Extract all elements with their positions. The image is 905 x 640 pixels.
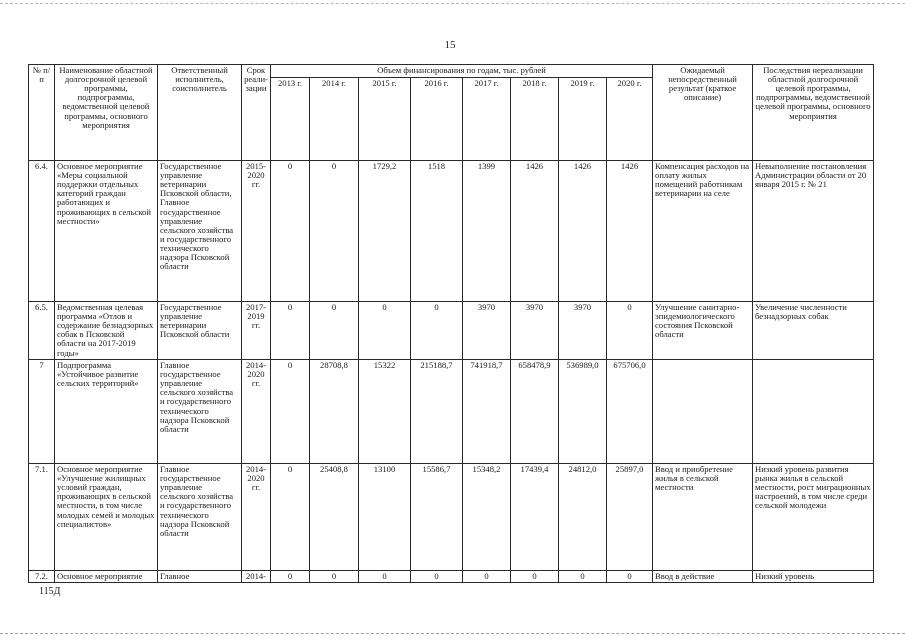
row-value: 675706,0 xyxy=(607,360,653,464)
header-result: Ожидаемый непосредственный результат (краткое описание) xyxy=(653,65,753,161)
row-value: 13100 xyxy=(359,464,411,571)
row-result: Улучшение санитарно-эпидемиологического состояния Псковской области xyxy=(653,302,753,360)
row-value: 0 xyxy=(359,571,411,583)
header-year: 2020 г. xyxy=(607,78,653,161)
row-name: Основное мероприятие xyxy=(55,571,158,583)
row-value: 0 xyxy=(359,302,411,360)
table-row xyxy=(29,360,874,464)
row-value: 0 xyxy=(310,571,359,583)
row-executor: Главное государственное управление сельского хозяйства и государственного технического надзора Псковской области xyxy=(158,464,242,571)
row-name: Подпрограмма «Устойчивое развитие сельских территорий» xyxy=(55,360,158,464)
row-value: 3970 xyxy=(463,302,511,360)
header-year: 2017 г. xyxy=(463,78,511,161)
row-name: Основное мероприятие «Улучшение жилищных условий граждан, проживающих в сельской местности, в том числе молодых семей и молодых специалистов» xyxy=(55,464,158,571)
row-result: Компенсация расходов на оплату жилых помещений работникам ветеринарии на селе xyxy=(653,161,753,302)
row-value: 1518 xyxy=(411,161,463,302)
table-header-row xyxy=(29,65,874,78)
row-term: 2014-2020 гг. xyxy=(242,464,271,571)
row-value: 215188,7 xyxy=(411,360,463,464)
row-term: 2014- xyxy=(242,571,271,583)
row-term: 2014-2020 гг. xyxy=(242,360,271,464)
scan-edge-bottom xyxy=(0,633,905,634)
row-value: 25408,8 xyxy=(310,464,359,571)
header-name: Наименование областной долгосрочной целевой программы, подпрограммы, ведомственной целевой программы, основного мероприятия xyxy=(55,65,158,161)
header-num: № п/п xyxy=(29,65,55,161)
header-funding: Объем финансирования по годам, тыс. рублей xyxy=(271,65,653,78)
table-row xyxy=(29,161,874,302)
row-num: 7 xyxy=(29,360,55,464)
row-value: 0 xyxy=(511,571,559,583)
row-num: 6.5. xyxy=(29,302,55,360)
header-consequences: Последствия нереализации областной долгосрочной целевой программы, подпрограммы, ведомственной целевой программы, основного мероприятия xyxy=(753,65,874,161)
row-value: 0 xyxy=(411,302,463,360)
row-result xyxy=(653,360,753,464)
row-result: Ввод и приобретение жилья в сельской местности xyxy=(653,464,753,571)
table-row xyxy=(29,571,874,583)
row-value: 25897,0 xyxy=(607,464,653,571)
row-value: 0 xyxy=(310,161,359,302)
row-value: 741918,7 xyxy=(463,360,511,464)
header-year: 2014 г. xyxy=(310,78,359,161)
page-number: 15 xyxy=(444,39,456,51)
row-value: 0 xyxy=(463,571,511,583)
document-code: 115Д xyxy=(39,586,61,597)
row-executor: Главное xyxy=(158,571,242,583)
header-year: 2015 г. xyxy=(359,78,411,161)
row-name: Ведомственная целевая программа «Отлов и содержание безнадзорных собак в Псковской области на 2017-2019 годы» xyxy=(55,302,158,360)
row-value: 0 xyxy=(271,571,310,583)
row-value: 0 xyxy=(271,360,310,464)
row-value: 0 xyxy=(411,571,463,583)
row-value: 15322 xyxy=(359,360,411,464)
row-consequences: Невыполнение постановления Администрации области от 20 января 2015 г. № 21 xyxy=(753,161,874,302)
row-value: 3970 xyxy=(559,302,607,360)
header-year: 2018 г. xyxy=(511,78,559,161)
row-consequences xyxy=(753,360,874,464)
row-value: 0 xyxy=(271,302,310,360)
row-value: 658478,9 xyxy=(511,360,559,464)
row-value: 1426 xyxy=(511,161,559,302)
row-value: 28708,8 xyxy=(310,360,359,464)
row-value: 1426 xyxy=(607,161,653,302)
row-value: 0 xyxy=(607,571,653,583)
row-executor: Государственное управление ветеринарии Псковской области xyxy=(158,302,242,360)
row-consequences: Низкий уровень xyxy=(753,571,874,583)
header-executor: Ответственный исполнитель, соисполнитель xyxy=(158,65,242,161)
row-name: Основное мероприятие «Меры социальной поддержки отдельных категорий граждан работающих и проживающих в сельской местности» xyxy=(55,161,158,302)
row-num: 6.4. xyxy=(29,161,55,302)
row-value: 3970 xyxy=(511,302,559,360)
header-year: 2016 г. xyxy=(411,78,463,161)
header-year: 2013 г. xyxy=(271,78,310,161)
row-result: Ввод в действие xyxy=(653,571,753,583)
budget-table xyxy=(28,64,874,583)
row-num: 7.1. xyxy=(29,464,55,571)
row-value: 0 xyxy=(310,302,359,360)
header-year: 2019 г. xyxy=(559,78,607,161)
row-num: 7.2. xyxy=(29,571,55,583)
scan-edge-top xyxy=(0,3,905,4)
row-term: 2015-2020 гг. xyxy=(242,161,271,302)
row-value: 15586,7 xyxy=(411,464,463,571)
row-value: 0 xyxy=(271,464,310,571)
row-value: 1399 xyxy=(463,161,511,302)
row-executor: Государственное управление ветеринарии Псковской области, Главное государственное управление сельского хозяйства и государственного технического надзора Псковской области xyxy=(158,161,242,302)
row-value: 15348,2 xyxy=(463,464,511,571)
row-value: 0 xyxy=(271,161,310,302)
row-value: 17439,4 xyxy=(511,464,559,571)
row-value: 1426 xyxy=(559,161,607,302)
table-row xyxy=(29,302,874,360)
row-value: 536989,0 xyxy=(559,360,607,464)
row-value: 0 xyxy=(559,571,607,583)
row-executor: Главное государственное управление сельского хозяйства и государственного технического надзора Псковской области xyxy=(158,360,242,464)
row-term: 2017-2019 гг. xyxy=(242,302,271,360)
table-row xyxy=(29,464,874,571)
row-consequences: Увеличение численности безнадзорных собак xyxy=(753,302,874,360)
row-consequences: Низкий уровень развития рынка жилья в сельской местности, рост миграционных настроений, в том числе среди сельской молодежи xyxy=(753,464,874,571)
row-value: 1729,2 xyxy=(359,161,411,302)
row-value: 24812,0 xyxy=(559,464,607,571)
header-term: Срок реали-зации xyxy=(242,65,271,161)
row-value: 0 xyxy=(607,302,653,360)
